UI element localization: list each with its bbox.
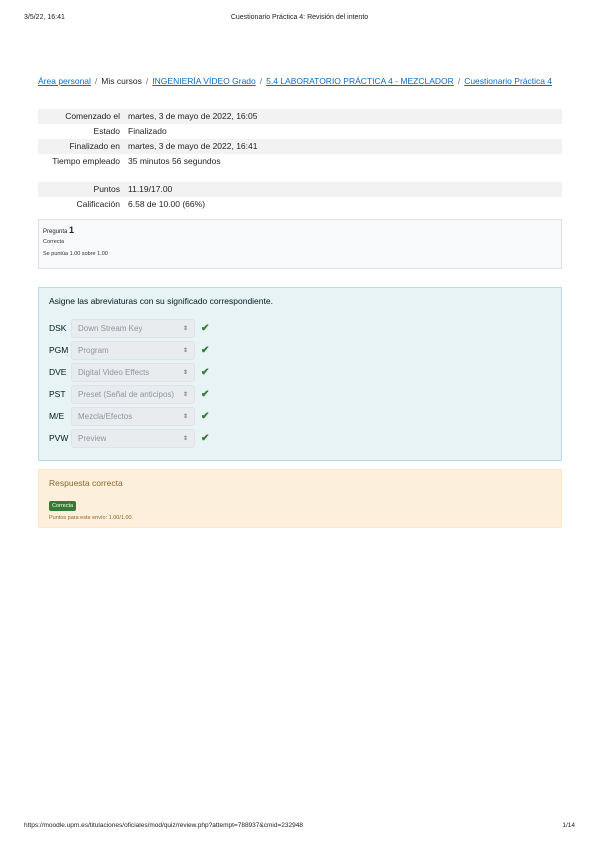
select-arrow-icon: ⇕ (182, 347, 188, 354)
print-footer (24, 822, 575, 832)
match-list (49, 317, 551, 449)
match-select[interactable] (71, 319, 195, 338)
summary-row-time-taken (38, 154, 562, 182)
match-stem: M/E (49, 411, 65, 421)
summary-label: Calificación (76, 199, 120, 209)
print-header (24, 14, 575, 26)
match-stem: PVW (49, 433, 69, 443)
feedback-title: Respuesta correcta (49, 478, 123, 488)
question-info (38, 219, 562, 269)
question-text: Asigne las abreviaturas con su significado correspondiente. (49, 296, 273, 306)
summary-row-finished (38, 139, 562, 154)
breadcrumb-area-personal[interactable]: Área personal (38, 76, 91, 86)
print-title: Cuestionario Práctica 4: Revisión del intento (230, 14, 369, 21)
print-date: 3/5/22, 16:41 (24, 14, 65, 21)
select-arrow-icon: ⇕ (182, 413, 188, 420)
check-icon: ✔ (201, 344, 210, 356)
match-row (49, 361, 551, 383)
match-selected-value: Preset (Señal de anticipos) (78, 389, 175, 399)
select-arrow-icon: ⇕ (182, 435, 188, 442)
summary-value: martes, 3 de mayo de 2022, 16:05 (128, 111, 258, 121)
match-select[interactable] (71, 429, 195, 448)
check-icon: ✔ (201, 322, 210, 334)
print-url: https://moodle.upm.es/titulaciones/oficiales/mod/quiz/review.php?attempt=788937&cmid=232948 (24, 822, 303, 829)
summary-row-state (38, 124, 562, 139)
match-selected-value: Program (78, 345, 109, 355)
match-select[interactable] (71, 341, 195, 360)
question-grade: Se puntúa 1.00 sobre 1.00 (43, 251, 108, 257)
summary-label: Tiempo empleado (52, 156, 120, 166)
check-icon: ✔ (201, 388, 210, 400)
question-number (43, 225, 557, 235)
breadcrumb (38, 76, 562, 86)
match-select[interactable] (71, 363, 195, 382)
summary-value: 6.58 de 10.00 (66%) (128, 199, 206, 209)
summary-value: 11.19/17.00 (128, 184, 173, 194)
match-stem: PGM (49, 345, 69, 355)
match-selected-value: Digital Video Effects (78, 367, 150, 377)
select-arrow-icon: ⇕ (182, 391, 188, 398)
match-select[interactable] (71, 385, 195, 404)
match-row (49, 405, 551, 427)
breadcrumb-separator: / (259, 76, 263, 86)
match-stem: PST (49, 389, 66, 399)
summary-value: martes, 3 de mayo de 2022, 16:41 (128, 141, 258, 151)
select-arrow-icon: ⇕ (182, 325, 188, 332)
feedback-box (38, 469, 562, 528)
correct-badge: Correcta (49, 501, 76, 511)
match-stem: DVE (49, 367, 67, 377)
breadcrumb-course[interactable]: INGENIERÍA VÍDEO Grado (152, 76, 256, 86)
match-row (49, 339, 551, 361)
check-icon: ✔ (201, 432, 210, 444)
question-formulation (38, 287, 562, 461)
summary-value: 35 minutos 56 segundos (128, 156, 221, 166)
summary-row-started (38, 109, 562, 124)
attempt-summary-table (38, 109, 562, 212)
summary-label: Comenzado el (65, 111, 120, 121)
check-icon: ✔ (201, 410, 210, 422)
summary-label: Estado (93, 126, 120, 136)
select-arrow-icon: ⇕ (182, 369, 188, 376)
breadcrumb-separator: / (145, 76, 149, 86)
summary-row-grade (38, 197, 562, 212)
breadcrumb-quiz[interactable]: Cuestionario Práctica 4 (464, 76, 553, 86)
question-number-value: 1 (69, 225, 75, 235)
question-label: Pregunta (43, 229, 68, 235)
match-select[interactable] (71, 407, 195, 426)
check-icon: ✔ (201, 366, 210, 378)
summary-value: Finalizado (128, 126, 167, 136)
breadcrumb-mis-cursos: Mis cursos (101, 76, 142, 86)
feedback-points: Puntos para este envío: 1.00/1.00. (49, 515, 134, 521)
summary-label: Puntos (93, 184, 120, 194)
match-selected-value: Preview (78, 433, 107, 443)
breadcrumb-separator: / (94, 76, 98, 86)
match-stem: DSK (49, 323, 67, 333)
question-state: Correcta (43, 239, 65, 245)
summary-row-marks (38, 182, 562, 197)
match-row (49, 317, 551, 339)
match-selected-value: Down Stream Key (78, 323, 143, 333)
match-row (49, 383, 551, 405)
match-selected-value: Mezcla/Efectos (78, 411, 133, 421)
summary-label: Finalizado en (69, 141, 120, 151)
breadcrumb-separator: / (457, 76, 461, 86)
match-row (49, 427, 551, 449)
breadcrumb-section[interactable]: 5.4 LABORATORIO PRÁCTICA 4 - MEZCLADOR (266, 76, 454, 86)
print-page-number: 1/14 (562, 822, 575, 829)
